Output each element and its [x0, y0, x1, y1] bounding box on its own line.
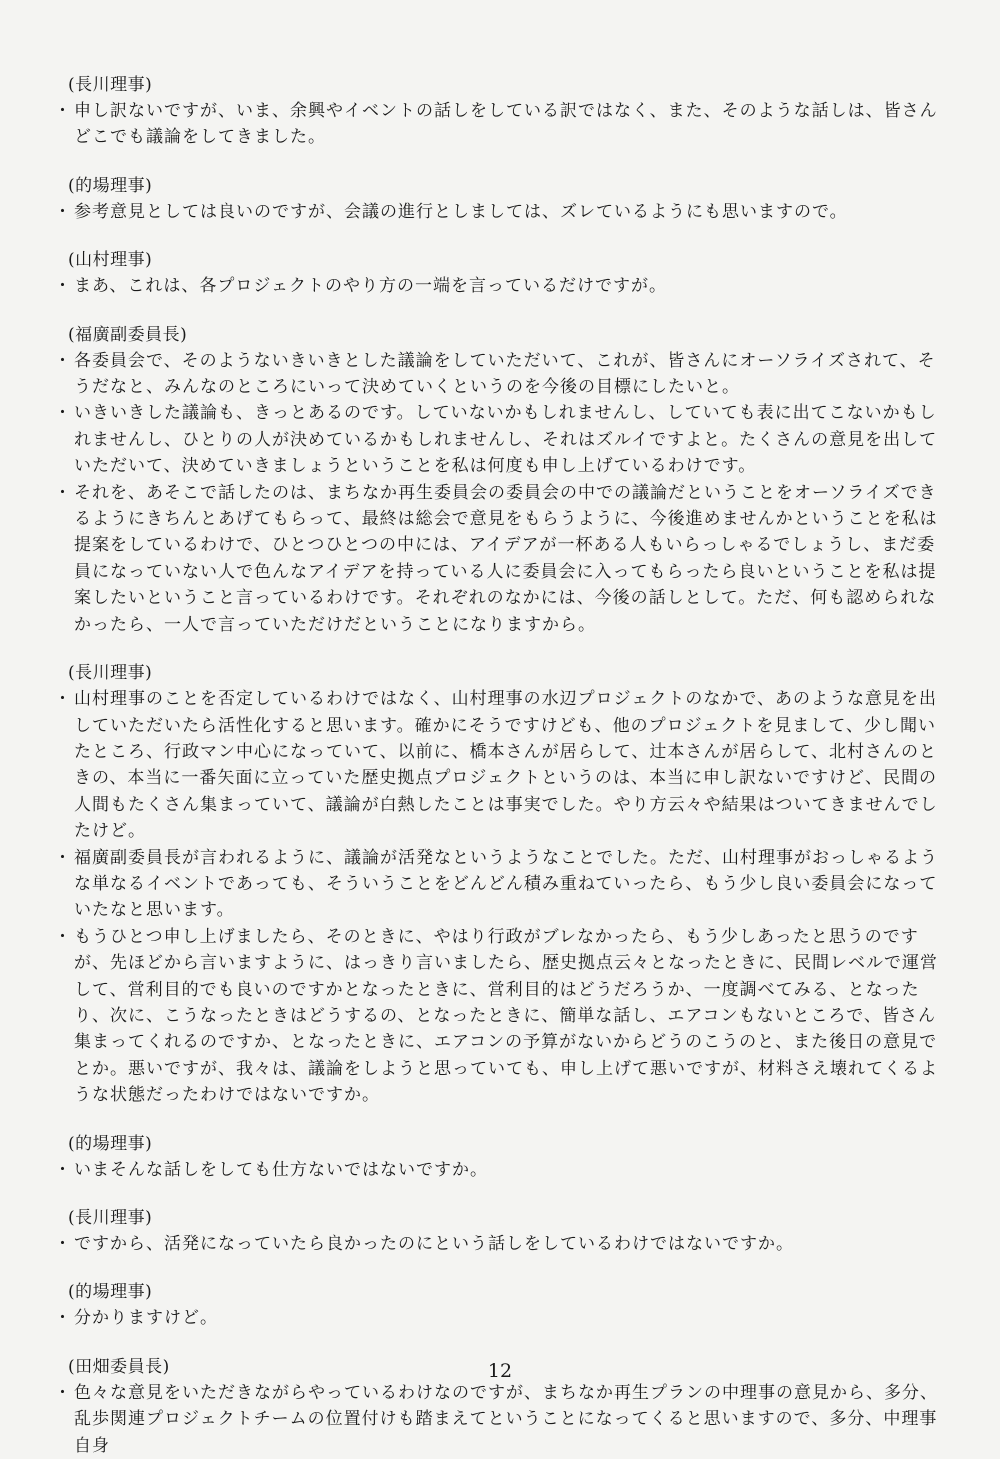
- speaker-label: (的場理事): [68, 175, 153, 196]
- speech-section: [60, 1205, 940, 1257]
- speech-section: [60, 72, 940, 151]
- statement-paragraph: ・ もうひとつ申し上げましたら、そのときに、やはり行政がブレなかったら、もう少しあったと思うのですが、先ほどから言いますように、はっきり言いましたら、歴史拠点云々となったときに、民間レベルで運営して、営利目的でも良いのですかとなったときに、営利目的はどうだろうか、一度調べてみる、となったり、次に、こうなったときはどうするの、となったときに、簡単な話し、エアコンもないところで、皆さん集まってくれるのですか、となったときに、エアコンの予算がないからどうのこうのと、また後日の意見でとか。悪いですが、我々は、議論をしようと思っていても、申し上げて悪いですが、材料さえ壊れてくるような状態だったわけではないですか。: [60, 924, 940, 1109]
- statement-paragraph: ・ 山村理事のことを否定しているわけではなく、山村理事の水辺プロジェクトのなかで、あのような意見を出していただいたら活性化すると思います。確かにそうですけども、他のプロジェクトを見まして、少し聞いたところ、行政マン中心になっていて、以前に、橋本さんが居らして、辻本さんが居らして、北村さんのときの、本当に一番矢面に立っていた歴史拠点プロジェクトというのは、本当に申し訳ないですけど、民間の人間もたくさん集まっていて、議論が白熱したことは事実でした。やり方云々や結果はついてきませんでしたけど。: [60, 686, 940, 844]
- statement-paragraph: ・ いきいきした議論も、きっとあるのです。していないかもしれませんし、していても表に出てこないかもしれませんし、ひとりの人が決めているかもしれませんし、それはズルイですよと。たくさんの意見を出していただいて、決めていきましょうということを私は何度も申し上げているわけです。: [60, 400, 940, 479]
- speaker-label: (的場理事): [68, 1133, 153, 1154]
- statement-paragraph: ・ 色々な意見をいただきながらやっているわけなのですが、まちなか再生プランの中理事の意見から、多分、乱歩関連プロジェクトチームの位置付けも踏まえてということになってくると思いますので、多分、中理事自身: [60, 1380, 940, 1459]
- speech-section: [60, 1131, 940, 1183]
- section-gap: [60, 1332, 940, 1354]
- section-gap: [60, 225, 940, 247]
- statement-paragraph: ・ いまそんな話しをしても仕方ないではないですか。: [60, 1157, 940, 1183]
- statement-paragraph: ・ 申し訳ないですが、いま、余興やイベントの話しをしている訳ではなく、また、そのような話しは、皆さんどこでも議論をしてきました。: [60, 98, 940, 151]
- statement-paragraph: ・ 分かりますけど。: [60, 1305, 940, 1331]
- speech-section: [60, 322, 940, 638]
- speaker-label: (長川理事): [68, 663, 153, 684]
- speech-section: [60, 660, 940, 1109]
- statement-paragraph: ・ 参考意見としては良いのですが、会議の進行としましては、ズレているようにも思いますので。: [60, 199, 940, 225]
- statement-paragraph: ・ 各委員会で、そのようないきいきとした議論をしていただいて、これが、皆さんにオーソライズされて、そうだなと、みんなのところにいって決めていくというのを今後の目標にしたいと。: [60, 348, 940, 401]
- statement-paragraph: ・ まあ、これは、各プロジェクトのやり方の一端を言っているだけですが。: [60, 273, 940, 299]
- speaker-label: (長川理事): [68, 1208, 153, 1228]
- statement-paragraph: ・ それを、あそこで話したのは、まちなか再生委員会の委員会の中での議論だということをオーソライズできるようにきちんとあげてもらって、最終は総会で意見をもらうように、今後進めませんかということを私は提案をしているわけで、ひとつひとつの中には、アイデアが一杯ある人もいらっしゃるでしょうし、まだ委員になっていない人で色んなアイデアを持っている人に委員会に入ってもらったら良いということを私は提案したいということ言っているわけです。それぞれのなかには、今後の話しとして。ただ、何も認められなかったら、一人で言っていただけだということになりますから。: [60, 480, 940, 638]
- section-gap: [60, 1257, 940, 1279]
- section-gap: [60, 638, 940, 660]
- speaker-label: (的場理事): [68, 1282, 153, 1303]
- statement-paragraph: ・ ですから、活発になっていたら良かったのにという話しをしているわけではないですか。: [60, 1231, 940, 1257]
- statement-paragraph: ・ 福廣副委員長が言われるように、議論が活発なというようなことでした。ただ、山村理事がおっしゃるような単なるイベントであっても、そういうことをどんどん積み重ねていったら、もう少し良い委員会になっていたなと思います。: [60, 845, 940, 924]
- speaker-label: (長川理事): [68, 75, 153, 95]
- speaker-label: (福廣副委員長): [68, 324, 188, 345]
- section-gap: [60, 1183, 940, 1205]
- section-gap: [60, 151, 940, 173]
- speech-section: [60, 247, 940, 299]
- speaker-label: (山村理事): [68, 250, 153, 271]
- section-gap: [60, 1109, 940, 1131]
- document-body: [60, 72, 940, 1459]
- page-number: 12: [487, 1360, 513, 1382]
- section-gap: [60, 300, 940, 322]
- speech-section: [60, 1279, 940, 1331]
- speech-section: [60, 173, 940, 225]
- speaker-label: (田畑委員長): [68, 1356, 170, 1377]
